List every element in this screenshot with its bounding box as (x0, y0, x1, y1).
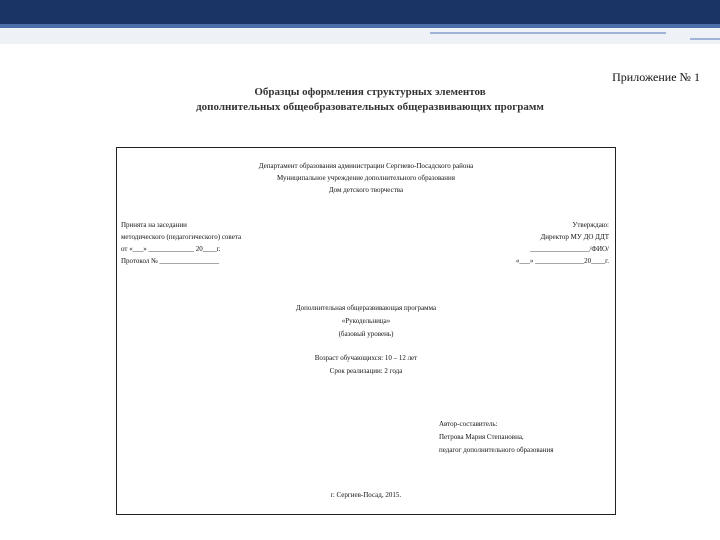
author-line-2: Петрова Мария Степановна, (439, 433, 524, 441)
program-line-1: Дополнительная общеразвивающая программа (295, 304, 437, 312)
terms-line: Срок реализации: 2 года (329, 367, 403, 375)
header-stripe (430, 32, 666, 34)
author-line-1: Автор-составитель: (439, 420, 498, 428)
approved-line-1: Утверждаю: (572, 221, 609, 229)
approved-line-2: Директор МУ ДО ДДТ (540, 233, 609, 241)
header-band-accent (0, 24, 720, 28)
approved-line-4: «___» ______________20____г. (515, 257, 609, 265)
heading-line-1: Образцы оформления структурных элементов (254, 86, 486, 98)
program-line-2: «Рукодельница» (341, 317, 391, 325)
accepted-line-1: Принята на заседании (121, 221, 187, 229)
org-line-2: Муниципальное учреждение дополнительного образования (277, 174, 455, 182)
accepted-line-3: от «___» _____________ 20____г. (121, 245, 221, 253)
org-line-1: Департамент образования администрации Сергиево-Посадского района (258, 162, 474, 170)
author-line-3: педагог дополнительного образования (439, 446, 554, 454)
accepted-line-2: методического (педагогического) совета (121, 233, 242, 241)
org-line-3: Дом детского творчества (328, 186, 404, 194)
header-band-dark (0, 0, 720, 24)
header-stripe-small (690, 38, 720, 40)
city-year: г. Сергиев-Посад, 2015. (330, 491, 402, 499)
accepted-line-4: Протокол № _________________ (121, 257, 220, 265)
appendix-label: Приложение № 1 (612, 70, 700, 84)
title-page-sample (116, 147, 616, 515)
age-line: Возраст обучающихся: 10 – 12 лет (314, 354, 418, 362)
heading-line-2: дополнительных общеобразовательных общеразвивающих программ (196, 101, 544, 113)
program-line-3: (базовый уровень) (338, 330, 394, 338)
approved-line-3: _________________/ФИО/ (529, 245, 609, 253)
